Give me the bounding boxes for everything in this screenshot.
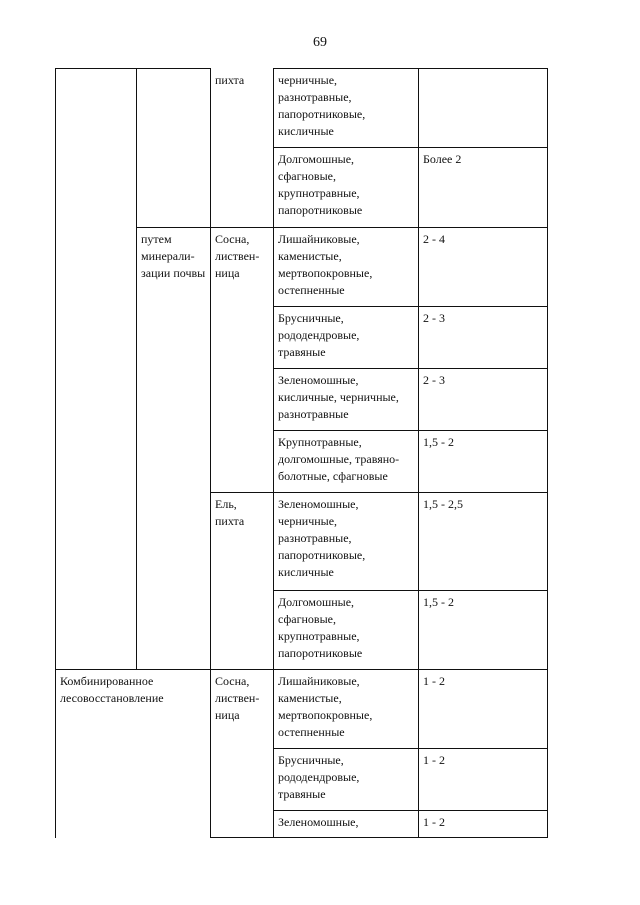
- table-cell-species: Ель, пихта: [211, 493, 274, 670]
- table-cell-value: 1 - 2: [419, 670, 548, 749]
- table-cell-value: 1 - 2: [419, 811, 548, 838]
- table-row: [56, 670, 548, 749]
- table-cell-value: 1,5 - 2: [419, 431, 548, 493]
- table-cell-forest-type: Зеленомошные, кисличные, черничные, разнотравные: [274, 369, 419, 431]
- table-cell-forest-type: черничные, разнотравные, папоротниковые, кисличные: [274, 69, 419, 148]
- table-cell-forest-type: Лишайниковые, каменистые, мертвопокровные, остепненные: [274, 228, 419, 307]
- table-cell-species: пихта: [211, 69, 274, 228]
- table-cell-value: 1,5 - 2: [419, 591, 548, 670]
- table-cell-value: 1,5 - 2,5: [419, 493, 548, 591]
- table-cell-species: Сосна, листвен- ница: [211, 228, 274, 493]
- table-cell-method: [56, 69, 137, 670]
- table-cell-species: Сосна, листвен- ница: [211, 670, 274, 838]
- forest-regeneration-table: [55, 68, 548, 838]
- table-cell-value: 1 - 2: [419, 749, 548, 811]
- table-cell-forest-type: Брусничные, рододендровые, травяные: [274, 307, 419, 369]
- table-cell-forest-type: Лишайниковые, каменистые, мертвопокровные, остепненные: [274, 670, 419, 749]
- table-cell-forest-type: Долгомошные, сфагновые, крупнотравные, папоротниковые: [274, 148, 419, 228]
- table-cell-forest-type: Зеленомошные, черничные, разнотравные, папоротниковые, кисличные: [274, 493, 419, 591]
- table-cell-forest-type: Брусничные, рододендровые, травяные: [274, 749, 419, 811]
- table-cell-forest-type: Зеленомошные,: [274, 811, 419, 838]
- table-row: [56, 69, 548, 148]
- table-cell-forest-type: Крупнотравные, долгомошные, травяно- болотные, сфагновые: [274, 431, 419, 493]
- table-cell-value: [419, 69, 548, 148]
- table-cell-value: 2 - 3: [419, 307, 548, 369]
- table-cell-submethod: путем минерали- зации почвы: [137, 228, 211, 670]
- table-cell-submethod: [137, 69, 211, 228]
- table-cell-value: 2 - 3: [419, 369, 548, 431]
- table-cell-method: Комбинированное лесовосстановление: [56, 670, 211, 838]
- page-number: 69: [313, 35, 327, 50]
- table-cell-forest-type: Долгомошные, сфагновые, крупнотравные, папоротниковые: [274, 591, 419, 670]
- table-cell-value: Более 2: [419, 148, 548, 228]
- table-cell-value: 2 - 4: [419, 228, 548, 307]
